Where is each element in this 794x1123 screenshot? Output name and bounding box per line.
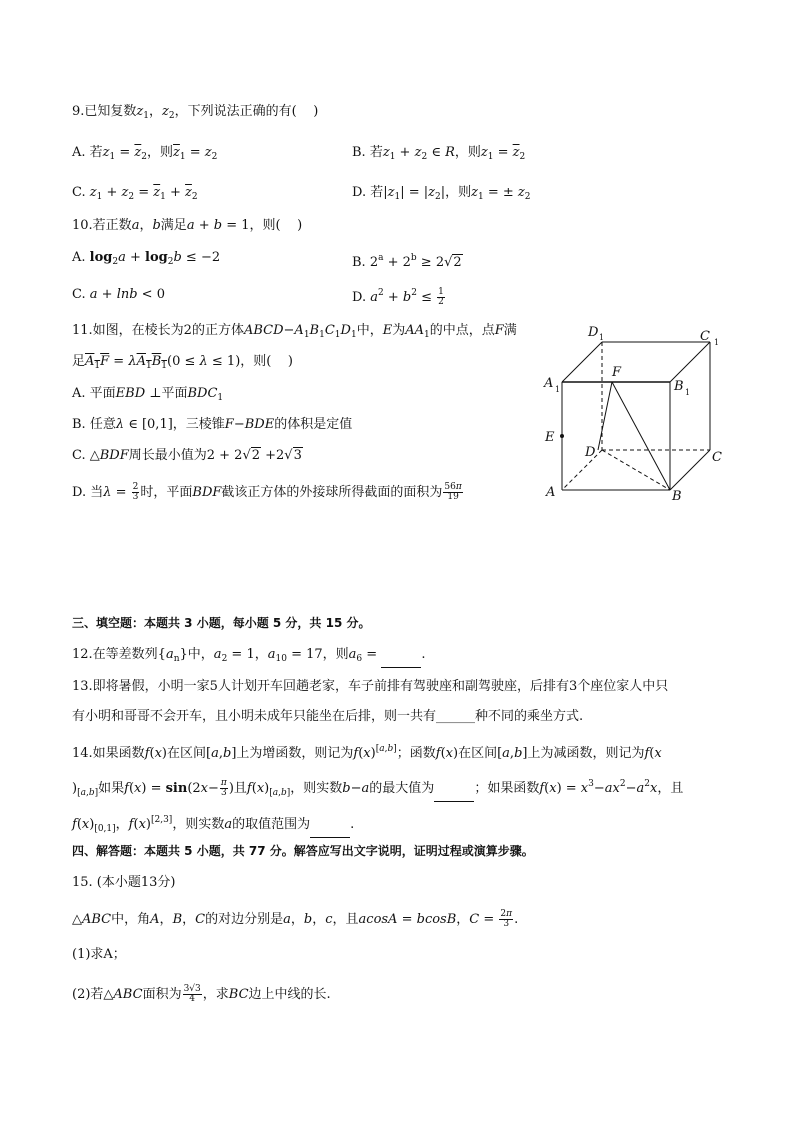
label-f: F [612,365,622,380]
q9-option-c: C. $z_1 + z_2 = \overline{z}_1 + \overline{z}_2$ [72,185,198,202]
label-c1: C [700,329,710,344]
q15-stem: △ABC中，角A，B，C的对边分别是a，b，c，且acosA = bcosB，C = $\frac{2\pi}{3}$ . [72,909,519,929]
label-c1-sub: 1 [714,338,720,347]
q10-option-d: D. $a^2 + b^2$ ≤ $\frac{1}{2}$ [352,287,444,307]
edge-b-c [670,450,710,490]
q9-option-a: A. 若$z_1 = \overline{z}_2$，则$\overline{z}_1 = z_2$ [72,145,218,162]
label-d1: D [588,325,599,340]
section-4-heading: 四、解答题：本题共 5 小题，共 77 分。解答应写出文字说明，证明过程或演算步骤。 [72,844,534,858]
q15-title: 15. (本小题13分) [72,875,176,890]
section-3-heading: 三、填空题：本题共 3 小题，每小题 5 分，共 15 分。 [72,616,371,630]
q11-stem-line2: 足$A_1F = \lambda A_1B_1(0 \le \lambda \le 1)$，则( ) [72,354,293,371]
label-c: C [712,450,722,465]
label-a: A [546,485,556,500]
q10-option-b: B. $2^a + 2^b \ge 2√2$ [352,253,462,270]
label-d: D [585,445,596,460]
q14-line1: 14.如果函数f(x)在区间[a,b]上为增函数，则记为f(x)[a,b]；函数f(x)在区间[a,b]上为减函数，则记为f(x [72,744,662,761]
cube-figure [540,318,730,508]
q10-stem: 10.若正数a，b满足a + b = 1，则( ) [72,218,303,233]
q11-option-a: A. 平面EBD ⊥平面$BDC_1$ [72,386,224,403]
q11-option-b: B. 任意λ ∈ [0,1]，三棱锥F−BDE的体积是定值 [72,417,353,432]
label-a1-sub: 1 [555,385,561,394]
label-b1: B [674,379,684,394]
segment-f-b [612,382,670,490]
q10-option-a: A. $\log_2a + \log_2b \le -2$ [72,250,221,267]
segment-f-d [598,382,612,450]
edge-a1-d1 [562,342,602,382]
point-e-marker [560,434,564,438]
hidden-edge-d-a [562,450,602,490]
q11-option-d: D. 当λ = $\frac{2}{3}$ 时，平面BDF截该正方体的外接球所得截面的面积为 $\frac{56\pi}{19}$ [72,482,462,502]
label-d1-sub: 1 [599,333,605,342]
q13-line2: 有小明和哥哥不会开车，且小明未成年只能坐在后排，则一共有______种不同的乘坐方式. [72,709,584,724]
label-b1-sub: 1 [685,388,691,397]
q9-stem: 9.已知复数$z_1$，$z_2$，下列说法正确的有( ) [72,104,319,121]
q14-line3: $f(x)_{[0,1]}$，f(x)[2,3]，则实数a的取值范围为 . [72,811,354,838]
q15-part2: (2)若△ABC面积为 $\frac{3√3}{4}$ ，求BC边上中线的长. [72,984,331,1004]
label-a1: A [544,376,554,391]
q12: 12.在等差数列$\{a_n\}$中，$a_2 = 1$，$a_{10} = 17$，则$a_6$ = . [72,646,425,668]
q9-option-b: B. 若$z_1 + z_2$ ∈ R，则$z_1 = \overline{z}_2$ [352,145,526,162]
label-e: E [545,430,555,445]
q10-option-c: C. a + lnb < 0 [72,287,165,302]
edge-b1-c1 [670,342,710,382]
label-b: B [672,489,682,504]
q13-line1: 13.即将暑假，小明一家5人计划开车回趟老家，车子前排有驾驶座和副驾驶座，后排有3个座位家人中只 [72,679,669,694]
q11-stem-line1: 11.如图，在棱长为2的正方体$ABCD-A_1B_1C_1D_1$中，E为$AA_1$的中点，点F满 [72,323,517,340]
q14-line2: )$_{[a,b]}$如果f(x) = sin(2x− $\frac{\pi}{3}$ )且$f(x)_{[a,b]}$，则实数b−a的最大值为 ；如果函数$f(x) = x^3-ax^2-a^2x$，且 [72,775,683,802]
q9-option-d: D. 若$|z_1| = |z_2|$，则$z_1$ = ± $z_2$ [352,185,531,202]
q15-part1: (1)求A； [72,947,126,962]
q11-option-c: C. △BDF周长最小值为2 + 2√2 +2√3 [72,448,302,463]
